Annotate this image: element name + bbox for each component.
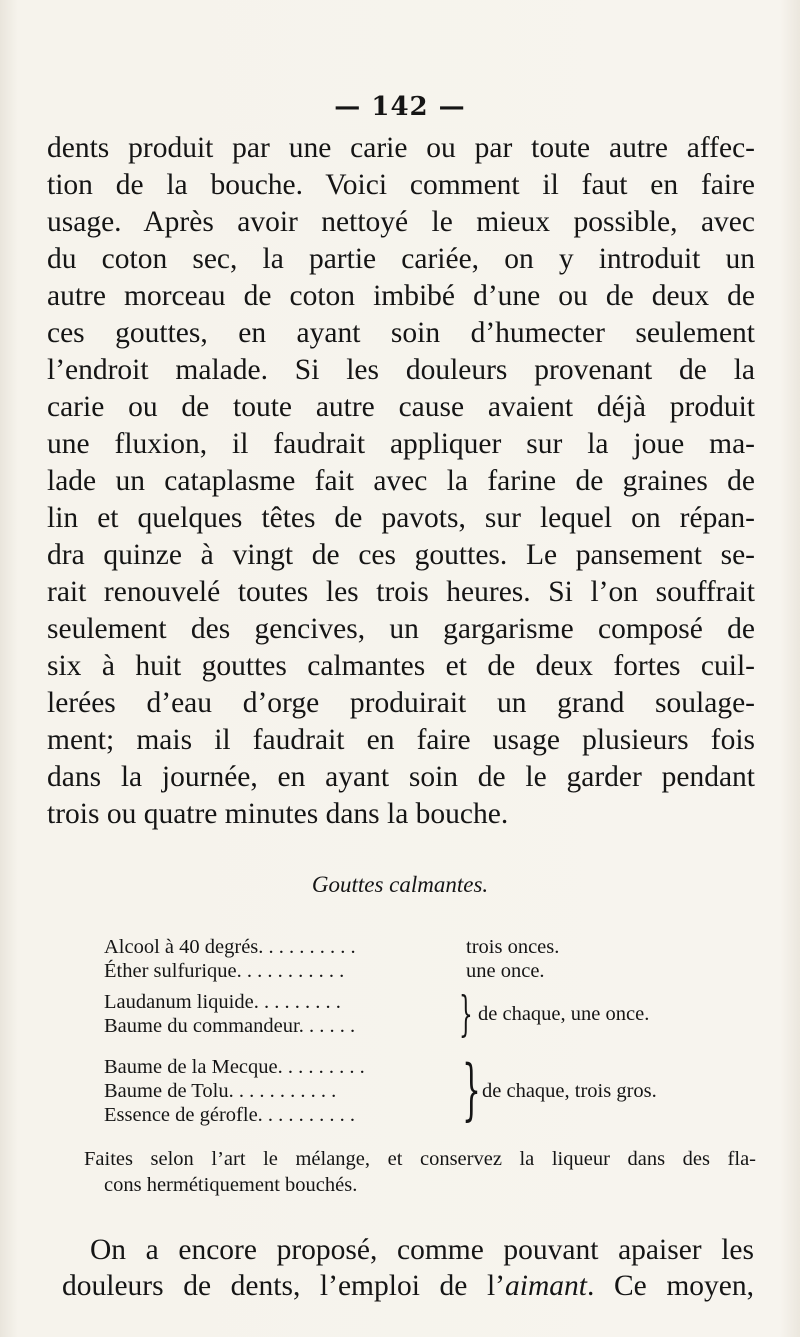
body-line: dans la journée, en ayant soin de le garder pendant <box>47 761 755 793</box>
body-line: une fluxion, il faudrait appliquer sur la joue ma- <box>47 428 755 460</box>
closing-italic: aimant <box>505 1270 587 1302</box>
body-line: usage. Après avoir nettoyé le mieux possible, avec <box>47 206 755 238</box>
body-line: six à huit gouttes calmantes et de deux fortes cuil- <box>47 650 755 682</box>
ingredient: Alcool à 40 degrés. . . . . . . . . . <box>104 936 356 958</box>
recipe-group-3 <box>104 1051 724 1128</box>
body-line: du coton sec, la partie cariée, on y introduit un <box>47 243 755 275</box>
body-line: dra quinze à vingt de ces gouttes. Le pansement se- <box>47 539 755 571</box>
recipe-title: Gouttes calmantes. <box>311 872 489 897</box>
brace-symbol: } <box>462 1051 481 1128</box>
note-line: Faites selon l’art le mélange, et conservez la liqueur dans des fla- <box>84 1148 756 1170</box>
closing-text: . Ce moyen, <box>586 1270 754 1302</box>
note-line: cons hermétiquement bouchés. <box>104 1174 358 1196</box>
body-line-last: trois ou quatre minutes dans la bouche. <box>47 798 509 830</box>
brace-symbol: } <box>459 986 473 1042</box>
recipe-group-1 <box>104 935 664 983</box>
closing-line: On a encore proposé, comme pouvant apaiser les <box>90 1234 754 1266</box>
closing-line <box>62 1268 754 1304</box>
body-line: ment; mais il faudrait en faire usage plusieurs fois <box>47 724 755 756</box>
body-line: lerées d’eau d’orge produirait un grand soulage- <box>47 687 755 719</box>
amount: de chaque, une once. <box>478 1003 650 1025</box>
ingredient: Laudanum liquide. . . . . . . . . <box>104 991 341 1013</box>
body-line: ces gouttes, en ayant soin d’humecter seulement <box>47 317 755 349</box>
ingredient: Éther sulfurique. . . . . . . . . . . <box>104 960 345 982</box>
recipe-group-2 <box>104 986 704 1042</box>
body-line: carie ou de toute autre cause avaient déjà produit <box>47 391 755 423</box>
body-line: lade un cataplasme fait avec la farine de graines de <box>47 465 755 497</box>
page-number: — 142 — <box>334 92 466 122</box>
ingredient: Baume de la Mecque. . . . . . . . . <box>104 1056 365 1078</box>
amount: de chaque, trois gros. <box>482 1080 657 1102</box>
amount: trois onces. <box>466 936 560 958</box>
body-line: lin et quelques têtes de pavots, sur lequel on répan- <box>47 502 755 534</box>
body-line: rait renouvelé toutes les trois heures. Si l’on souffrait <box>47 576 755 608</box>
recipe-note <box>84 1146 756 1198</box>
ingredient: Essence de gérofle. . . . . . . . . . <box>104 1104 356 1126</box>
body-line: l’endroit malade. Si les douleurs provenant de la <box>47 354 755 386</box>
body-line: seulement des gencives, un gargarisme composé de <box>47 613 755 645</box>
body-line: tion de la bouche. Voici comment il faut en faire <box>47 169 755 201</box>
body-line: dents produit par une carie ou par toute autre affec- <box>47 132 755 164</box>
body-line: autre morceau de coton imbibé d’une ou de deux de <box>47 280 755 312</box>
amount: une once. <box>466 960 545 982</box>
ingredient: Baume de Tolu. . . . . . . . . . . <box>104 1080 337 1102</box>
ingredient: Baume du commandeur. . . . . . <box>104 1015 356 1037</box>
closing-text: douleurs de dents, l’emploi de l’ <box>62 1270 505 1302</box>
